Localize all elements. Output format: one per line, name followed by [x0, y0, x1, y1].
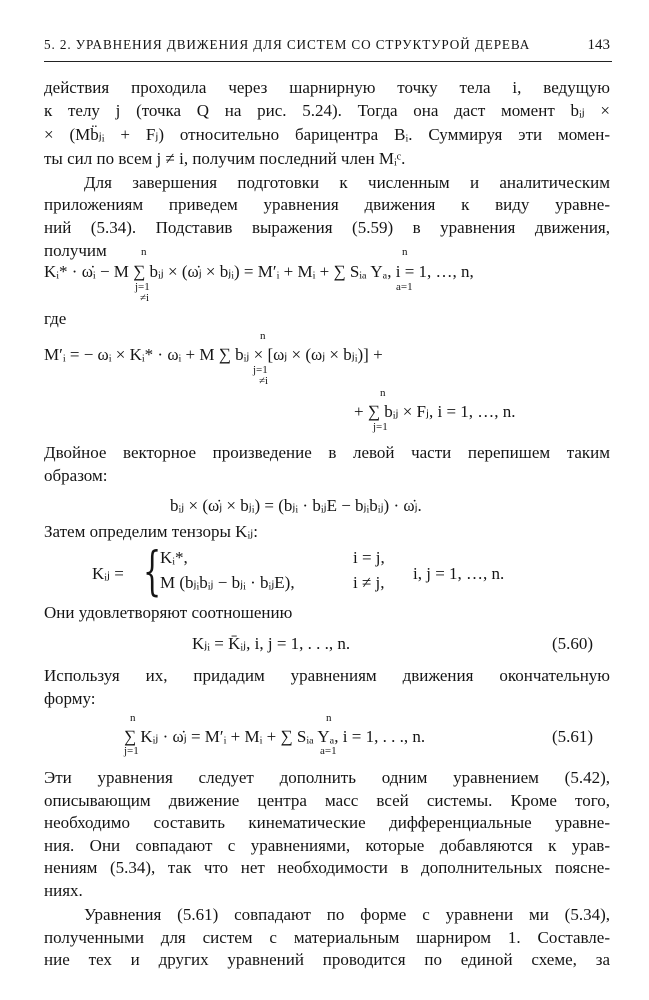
text-line: Для завершения подготовки к численным и аналитическим [84, 173, 610, 192]
sum-condition: ≠i [140, 292, 150, 304]
equation-triple-product: bᵢⱼ × (ω̇ⱼ × bⱼᵢ) = (bⱼᵢ · bᵢⱼE − bⱼᵢbᵢⱼ) · ω̇ⱼ. [170, 496, 422, 515]
text-line: к телу j (точка Q на рис. 5.24). Тогда она даст момент bᵢⱼ × [44, 101, 610, 120]
equation-of-motion: Kᵢ* · ω̇ᵢ − M ∑ bᵢⱼ × (ω̇ⱼ × bⱼᵢ) = M′ᵢ + Mᵢ + ∑ Sᵢₐ Yₐ, i = 1, …, n, [44, 262, 474, 281]
sum-upper-limit: n [402, 246, 408, 258]
header-rule [44, 61, 612, 62]
equation-number: (5.61) [552, 727, 594, 746]
tensor-case2-cond: i ≠ j, [353, 573, 385, 592]
equation-mprime-line2: + ∑ bᵢⱼ × Fⱼ, i = 1, …, n. [354, 402, 516, 421]
cases-brace: { [143, 542, 162, 602]
text-line: нениям (5.34), так что нет необходимости в дополнительных поясне- [44, 858, 610, 877]
page-number: 143 [587, 37, 610, 53]
tensor-case1-cond: i = j, [353, 548, 385, 567]
tensor-case1-expr: Kᵢ*, [160, 548, 188, 567]
running-title: 5. 2. УРАВНЕНИЯ ДВИЖЕНИЯ ДЛЯ СИСТЕМ СО СТРУКТУРОЙ ДЕРЕВА [44, 37, 531, 52]
text-line: ты сил по всем j ≠ i, получим последний член Mᵢᶜ. [44, 149, 406, 168]
sum-lower-limit: j=1 [124, 745, 139, 757]
text-line: Двойное векторное произведение в левой части перепишем таким [44, 443, 610, 462]
text-line: Уравнения (5.61) совпадают по форме с уравнени ми (5.34), [84, 905, 610, 924]
equation-5-60: Kⱼᵢ = K̄ᵢⱼ, i, j = 1, . . ., n. [192, 634, 351, 653]
text-line: Используя их, придадим уравнениям движения окончательную [44, 666, 610, 685]
sum-lower-limit: j=1 [135, 281, 150, 293]
text-line: приложениям приведем уравнения движения к виду уравне- [44, 195, 610, 214]
text-line: Эти уравнения следует дополнить одним уравнением (5.42), [44, 768, 610, 787]
equation-number: (5.60) [552, 634, 594, 653]
text-line: образом: [44, 466, 108, 485]
sum-lower-limit: a=1 [396, 281, 413, 293]
text-line: ния. Они совпадают с уравнениями, которые добавляются к урав- [44, 836, 610, 855]
sum-upper-limit: n [260, 330, 266, 342]
sum-lower-limit: j=1 [253, 364, 268, 376]
text-line: необходимо составить кинематические дифференциальные уравне- [44, 813, 610, 832]
text-line: ниях. [44, 881, 83, 900]
equation-5-61: ∑ Kᵢⱼ · ω̇ⱼ = M′ᵢ + Mᵢ + ∑ Sᵢₐ Yₐ, i = 1, . . ., n. [124, 727, 426, 746]
text-line: ний (5.34). Подставив выражения (5.59) в уравнения движения, [44, 218, 610, 237]
sum-upper-limit: n [380, 387, 386, 399]
text-line: действия проходила через шарнирную точку тела i, ведущую [44, 78, 610, 97]
sum-lower-limit: j=1 [373, 421, 388, 433]
text-line: получим [44, 241, 107, 260]
sum-lower-limit: a=1 [320, 745, 337, 757]
text-line: где [44, 309, 67, 328]
sum-upper-limit: n [130, 712, 136, 724]
equation-mprime-line1: M′ᵢ = − ωᵢ × Kᵢ* · ωᵢ + M ∑ bᵢⱼ × [ωⱼ × (ωⱼ × bⱼᵢ)] + [44, 345, 383, 364]
running-head [44, 37, 610, 57]
sum-upper-limit: n [326, 712, 332, 724]
tensor-lhs: Kᵢⱼ = [92, 564, 124, 583]
text-line: полученными для систем с материальным шарниром 1. Составле- [44, 928, 610, 947]
text-line: × (Mb̈ⱼᵢ + Fⱼ) относительно барицентра Bᵢ. Суммируя эти момен- [44, 125, 610, 144]
text-line: Они удовлетворяют соотношению [44, 603, 293, 622]
text-line: Затем определим тензоры Kᵢⱼ: [44, 522, 258, 541]
tensor-index-range: i, j = 1, …, n. [413, 564, 505, 583]
text-line: ние тех и других уравнений проводится по единой схеме, за [44, 950, 610, 969]
text-line: форму: [44, 689, 96, 708]
sum-condition: ≠i [259, 375, 269, 387]
sum-upper-limit: n [141, 246, 147, 258]
tensor-case2-expr: M (bⱼᵢbᵢⱼ − bⱼᵢ · bᵢⱼE), [160, 573, 295, 592]
text-line: описывающим движение центра масс всей системы. Кроме того, [44, 791, 610, 810]
